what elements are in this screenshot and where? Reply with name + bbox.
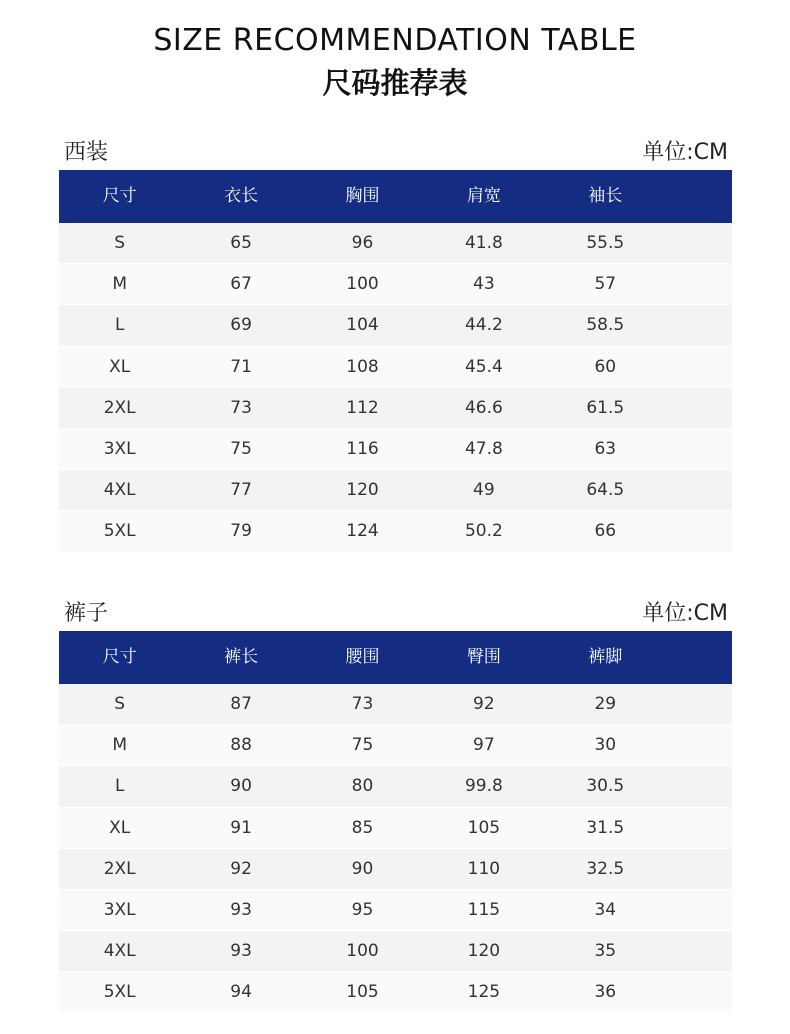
pants-column-header: 尺寸 <box>102 647 137 667</box>
suit-table-cell: 116 <box>346 438 379 459</box>
suit-table-cell: 61.5 <box>586 397 625 418</box>
suit-table-row <box>59 264 732 305</box>
pants-table-cell: 35 <box>594 941 617 962</box>
pants-table-cell: 2XL <box>103 858 136 879</box>
suit-table-cell: M <box>112 274 128 295</box>
suit-table-cell: 67 <box>230 274 252 295</box>
pants-table-row <box>59 766 732 807</box>
pants-table-cell: 30.5 <box>586 776 625 797</box>
suit-table-cell: 3XL <box>103 438 136 459</box>
suit-table-cell: 43 <box>473 274 495 295</box>
pants-column-header: 裤脚 <box>588 647 623 667</box>
suit-table-cell: 47.8 <box>464 438 503 459</box>
pants-column-header: 腰围 <box>345 647 380 667</box>
suit-section-header <box>59 138 732 168</box>
pants-unit-label: 单位:CM <box>642 601 728 626</box>
suit-column-header: 袖长 <box>588 186 623 206</box>
pants-table-cell: M <box>112 735 128 756</box>
pants-table-cell: 92 <box>230 858 252 879</box>
suit-column-header: 尺寸 <box>102 186 137 206</box>
suit-table-cell: 57 <box>594 274 617 295</box>
suit-table-cell: 49 <box>473 480 495 501</box>
pants-table-cell: L <box>114 776 125 797</box>
suit-table-cell: 79 <box>230 521 252 542</box>
suit-table-cell: 96 <box>351 233 374 253</box>
suit-table-cell: 120 <box>346 480 379 501</box>
suit-table-cell: 69 <box>230 315 252 336</box>
suit-section-title: 西装 <box>64 140 109 165</box>
suit-table-cell: 64.5 <box>586 480 625 501</box>
suit-table-row <box>59 429 732 470</box>
suit-size-table <box>59 170 732 553</box>
suit-table-cell: 46.6 <box>464 397 503 418</box>
pants-table-cell: 4XL <box>103 941 136 962</box>
pants-table-row <box>59 931 732 972</box>
pants-table-cell: 93 <box>230 899 252 920</box>
suit-table-cell: 104 <box>346 315 379 336</box>
pants-table-cell: 90 <box>351 858 374 879</box>
suit-table-cell: 2XL <box>103 397 136 418</box>
suit-table-cell: 45.4 <box>464 356 503 377</box>
suit-column-header: 肩宽 <box>466 186 501 206</box>
suit-table-cell: 55.5 <box>586 233 625 253</box>
pants-table-row <box>59 849 732 890</box>
pants-table-cell: 30 <box>594 735 617 756</box>
pants-table-row <box>59 972 732 1013</box>
pants-table-header <box>59 631 732 684</box>
suit-table-cell: S <box>114 233 126 253</box>
pants-table-cell: 99.8 <box>464 776 503 797</box>
pants-table-cell: S <box>114 694 126 714</box>
suit-table-cell: 58.5 <box>586 315 625 336</box>
pants-table-cell: 97 <box>473 735 495 756</box>
pants-table-cell: 34 <box>594 899 617 920</box>
pants-table-cell: 100 <box>346 941 379 962</box>
suit-table-cell: 60 <box>594 356 617 377</box>
page-title-cn: 尺码推荐表 <box>322 66 468 100</box>
pants-table-cell: 120 <box>467 941 501 962</box>
pants-table-cell: 75 <box>351 735 374 756</box>
pants-table-cell: 88 <box>230 735 252 756</box>
suit-table-row <box>59 511 732 552</box>
pants-table-row <box>59 890 732 931</box>
suit-table-row <box>59 305 732 346</box>
suit-table-cell: 100 <box>346 274 379 295</box>
pants-table-cell: 125 <box>467 982 501 1003</box>
suit-table-cell: 108 <box>346 356 379 377</box>
pants-section-header <box>59 599 732 629</box>
pants-table-cell: 105 <box>346 982 379 1003</box>
suit-table-cell: 50.2 <box>464 521 503 542</box>
pants-table-cell: 91 <box>230 817 252 838</box>
suit-table-cell: 44.2 <box>464 315 503 336</box>
page-title-en: SIZE RECOMMENDATION TABLE <box>153 23 637 58</box>
pants-table-cell: 80 <box>351 776 374 797</box>
suit-table-cell: 71 <box>230 356 252 377</box>
suit-table-cell: 75 <box>230 438 252 459</box>
suit-unit-label: 单位:CM <box>642 140 728 165</box>
pants-table-cell: 93 <box>230 941 252 962</box>
suit-table-cell: 77 <box>230 480 252 501</box>
pants-section-title: 裤子 <box>64 601 109 626</box>
pants-section <box>59 599 732 1014</box>
suit-table-cell: 5XL <box>103 521 136 542</box>
pants-column-header: 臀围 <box>466 647 501 667</box>
pants-table-cell: 94 <box>230 982 252 1003</box>
suit-column-header: 胸围 <box>345 186 380 206</box>
suit-table-cell: XL <box>109 356 131 377</box>
pants-table-cell: 85 <box>351 817 374 838</box>
pants-table-cell: 31.5 <box>586 817 625 838</box>
pants-table-cell: 73 <box>351 694 374 714</box>
pants-table-cell: 92 <box>473 694 495 714</box>
pants-table-cell: 36 <box>594 982 617 1003</box>
suit-table-header <box>59 170 732 223</box>
pants-table-cell: 110 <box>467 858 501 879</box>
pants-table-cell: 105 <box>467 817 501 838</box>
pants-table-cell: 115 <box>467 899 501 920</box>
pants-table-cell: 32.5 <box>586 858 625 879</box>
pants-table-cell: 3XL <box>103 899 136 920</box>
pants-table-row <box>59 725 732 766</box>
suit-table-cell: 4XL <box>103 480 136 501</box>
pants-table-cell: 95 <box>351 899 374 920</box>
suit-table-row <box>59 347 732 388</box>
suit-table-cell: 66 <box>594 521 617 542</box>
pants-table-cell: 90 <box>230 776 252 797</box>
suit-column-header: 衣长 <box>224 186 259 206</box>
suit-table-cell: 41.8 <box>464 233 503 253</box>
suit-table-cell: 73 <box>230 397 252 418</box>
suit-section <box>59 138 732 553</box>
suit-table-cell: 65 <box>230 233 252 253</box>
suit-table-row <box>59 223 732 264</box>
suit-table-cell: 63 <box>594 438 617 459</box>
pants-size-table <box>59 631 732 1014</box>
pants-table-row <box>59 808 732 849</box>
suit-table-cell: L <box>114 315 125 336</box>
pants-table-row <box>59 684 732 725</box>
pants-table-cell: 29 <box>594 694 617 714</box>
pants-table-cell: 5XL <box>103 982 136 1003</box>
suit-table-cell: 124 <box>346 521 379 542</box>
pants-table-cell: 87 <box>230 694 252 714</box>
suit-table-row <box>59 388 732 429</box>
pants-column-header: 裤长 <box>224 647 259 667</box>
suit-table-row <box>59 470 732 511</box>
suit-table-cell: 112 <box>346 397 379 418</box>
pants-table-cell: XL <box>109 817 131 838</box>
